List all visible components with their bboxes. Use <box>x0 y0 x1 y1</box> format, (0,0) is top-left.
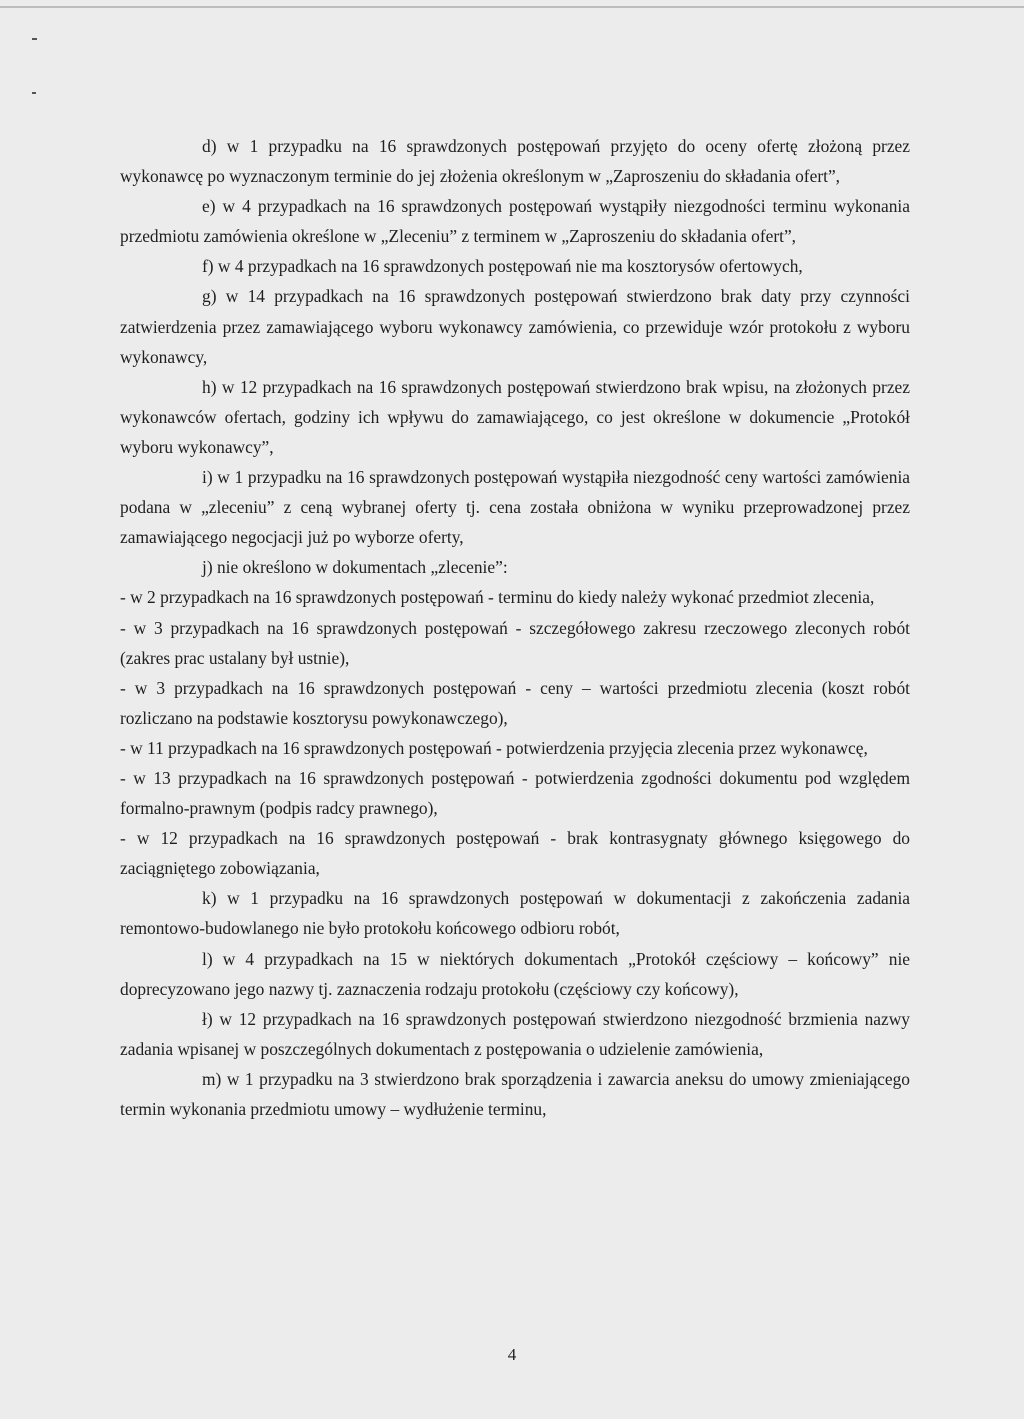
paragraph: j) nie określono w dokumentach „zlecenie”: <box>202 557 508 578</box>
paragraph: h) w 12 przypadkach na 16 sprawdzonych postępowań stwierdzono brak wpisu, na złożonych przez wykonawców ofertach, godziny ich wpływu do zamawiającego, co jest określone w dokumencie „Protokół wyboru wykonawcy”, <box>120 376 910 457</box>
paragraph: ł) w 12 przypadkach na 16 sprawdzonych postępowań stwierdzono niezgodność brzmienia nazwy zadania wpisanej w poszczególnych dokumentach z postępowania o udzielenie zamówienia, <box>120 1008 910 1059</box>
page-number: 4 <box>507 1345 517 1364</box>
scan-margin-mark <box>32 92 36 94</box>
paragraph: d) w 1 przypadku na 16 sprawdzonych postępowań przyjęto do oceny ofertę złożoną przez wykonawcę po wyznaczonym terminie do jej złożenia określonym w „Zaproszeniu do składania ofert”, <box>120 136 910 187</box>
paragraph: k) w 1 przypadku na 16 sprawdzonych postępowań w dokumentacji z zakończenia zadania remontowo-budowlanego nie było protokołu końcowego odbioru robót, <box>120 888 910 939</box>
scan-margin-mark <box>32 38 37 40</box>
paragraph: m) w 1 przypadku na 3 stwierdzono brak sporządzenia i zawarcia aneksu do umowy zmieniającego termin wykonania przedmiotu umowy – wydłużenie terminu, <box>120 1068 910 1119</box>
paragraph: - w 11 przypadkach na 16 sprawdzonych postępowań - potwierdzenia przyjęcia zlecenia przez wykonawcę, <box>120 737 868 758</box>
paragraph: l) w 4 przypadkach na 15 w niektórych dokumentach „Protokół częściowy – końcowy” nie doprecyzowano jego nazwy tj. zaznaczenia rodzaju protokołu (częściowy czy końcowy), <box>120 948 910 999</box>
paragraph: g) w 14 przypadkach na 16 sprawdzonych postępowań stwierdzono brak daty przy czynności zatwierdzenia przez zamawiającego wyboru wykonawcy zamówienia, co przewiduje wzór protokołu z wyboru wykonawcy, <box>120 286 910 367</box>
paragraph: i) w 1 przypadku na 16 sprawdzonych postępowań wystąpiła niezgodność ceny wartości zamówienia podana w „zleceniu” z ceną wybranej oferty tj. cena została obniżona w wyniku przeprowadzonej przez zamawiającego negocjacji już po wyborze oferty, <box>120 467 910 548</box>
paragraph: - w 3 przypadkach na 16 sprawdzonych postępowań - szczegółowego zakresu rzeczowego zleconych robót (zakres prac ustalany był ustnie), <box>120 617 910 668</box>
paragraph: - w 13 przypadkach na 16 sprawdzonych postępowań - potwierdzenia zgodności dokumentu pod względem formalno-prawnym (podpis radcy prawnego), <box>120 767 910 819</box>
paragraph: e) w 4 przypadkach na 16 sprawdzonych postępowań wystąpiły niezgodności terminu wykonania przedmiotu zamówienia określone w „Zleceniu” z terminem w „Zaproszeniu do składania ofert”, <box>120 196 910 247</box>
document-body <box>120 131 910 1124</box>
paragraph: - w 2 przypadkach na 16 sprawdzonych postępowań - terminu do kiedy należy wykonać przedmiot zlecenia, <box>120 587 875 608</box>
paragraph: f) w 4 przypadkach na 16 sprawdzonych postępowań nie ma kosztorysów ofertowych, <box>202 256 803 277</box>
scan-top-edge <box>0 6 1024 8</box>
paragraph: - w 3 przypadkach na 16 sprawdzonych postępowań - ceny – wartości przedmiotu zlecenia (koszt robót rozliczano na podstawie kosztorysu powykonawczego), <box>120 677 910 728</box>
paragraph: - w 12 przypadkach na 16 sprawdzonych postępowań - brak kontrasygnaty głównego księgowego do zaciągniętego zobowiązania, <box>120 828 910 879</box>
